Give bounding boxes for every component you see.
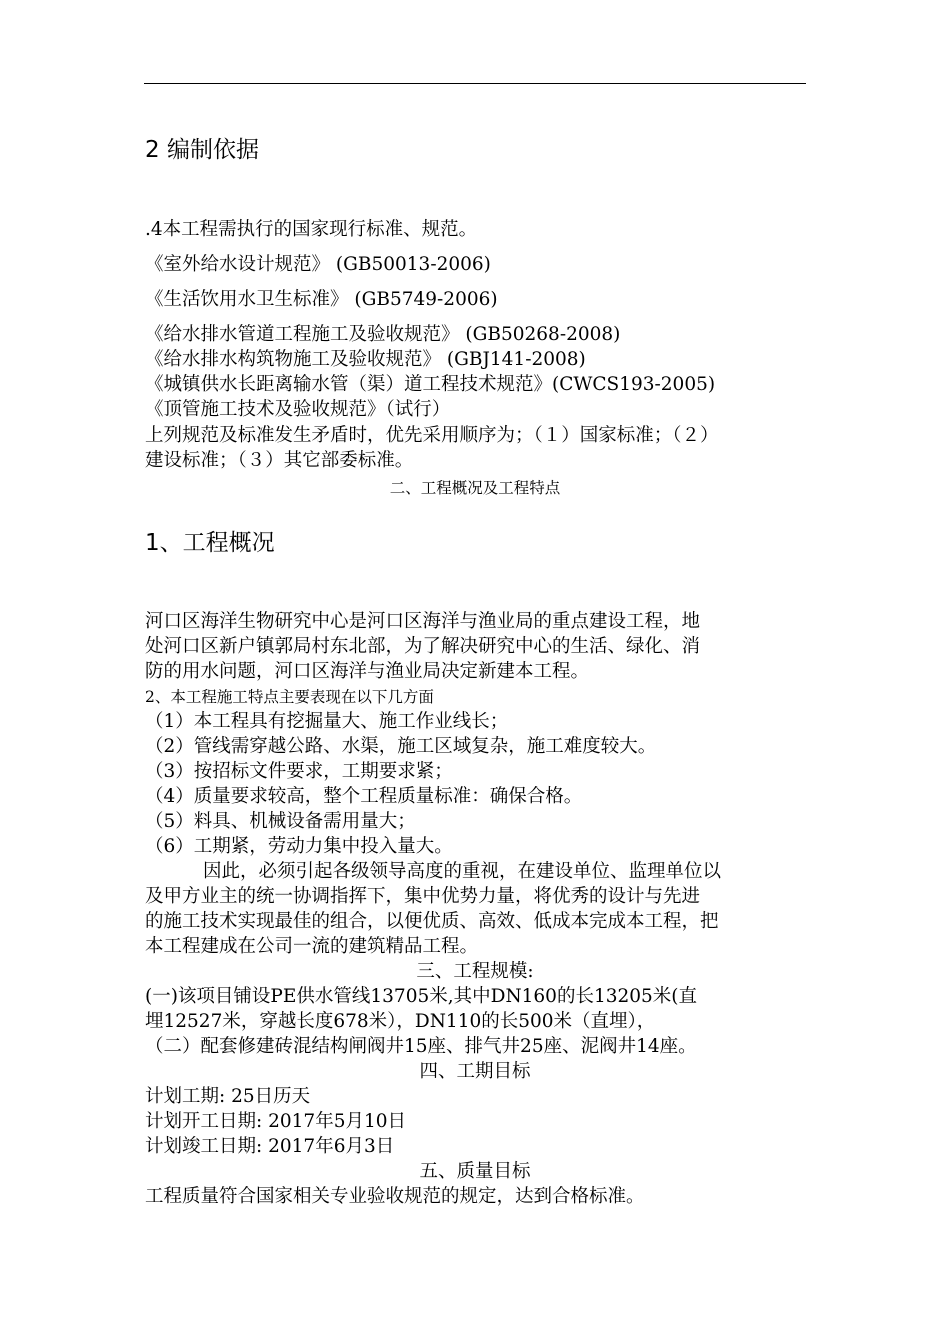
overview-paragraph: 河口区海洋生物研究中心是河口区海洋与渔业局的重点建设工程，地 [145, 611, 701, 632]
standard-item: 《顶管施工技术及验收规范》（试行） [145, 399, 451, 420]
section-title-scale: 三、工程规模: [416, 961, 534, 982]
quality-text: 工程质量符合国家相关专业验收规范的规定，达到合格标准。 [145, 1186, 645, 1207]
standard-item: 《城镇供水长距离输水管（渠）道工程技术规范》(CWCS193-2005) [145, 374, 716, 395]
schedule-item: 计划开工日期: 2017年5月10日 [145, 1111, 407, 1132]
header-rule [144, 83, 806, 84]
heading-project-overview: 1、工程概况 [145, 530, 275, 556]
feature-item: （3）按招标文件要求，工期要求紧； [145, 761, 453, 782]
priority-text: 上列规范及标准发生矛盾时，优先采用顺序为；（１）国家标准；（２） [145, 425, 719, 446]
priority-text: 建设标准；（３）其它部委标准。 [145, 450, 414, 471]
features-title: 2、本工程施工特点主要表现在以下几方面 [145, 688, 434, 706]
overview-paragraph: 防的用水问题，河口区海洋与渔业局决定新建本工程。 [145, 661, 590, 682]
conclusion-paragraph: 因此，必须引起各级领导高度的重视，在建设单位、监理单位以 [203, 861, 722, 882]
feature-item: （5）料具、机械设备需用量大； [145, 811, 416, 832]
overview-paragraph: 处河口区新户镇郭局村东北部，为了解决研究中心的生活、绿化、消 [145, 636, 701, 657]
feature-item: （6）工期紧，劳动力集中投入量大。 [145, 836, 453, 857]
feature-item: （2）管线需穿越公路、水渠，施工区域复杂，施工难度较大。 [145, 736, 657, 757]
feature-item: （1）本工程具有挖掘量大、施工作业线长； [145, 711, 509, 732]
feature-item: （4）质量要求较高，整个工程质量标准：确保合格。 [145, 786, 583, 807]
schedule-item: 计划竣工日期: 2017年6月3日 [145, 1136, 395, 1157]
section-title-overview: 二、工程概况及工程特点 [389, 479, 561, 497]
conclusion-paragraph: 本工程建成在公司一流的建筑精品工程。 [145, 936, 479, 957]
conclusion-paragraph: 的施工技术实现最佳的组合，以便优质、高效、低成本完成本工程，把 [145, 911, 719, 932]
section-title-quality: 五、质量目标 [419, 1161, 531, 1182]
standard-item: 《生活饮用水卫生标准》 (GB5749-2006) [145, 289, 498, 310]
scale-item: (一)该项目铺设PE供水管线13705米,其中DN160的长13205米(直 [145, 986, 698, 1007]
conclusion-paragraph: 及甲方业主的统一协调指挥下，集中优势力量，将优秀的设计与先进 [145, 886, 701, 907]
standard-item: 《给水排水构筑物施工及验收规范》 (GBJ141-2008) [145, 349, 586, 370]
standard-item: 《室外给水设计规范》 (GB50013-2006) [145, 254, 491, 275]
heading-compilation-basis: 2 编制依据 [145, 137, 259, 163]
scale-item: 埋12527米，穿越长度678米），DN110的长500米（直埋）， [145, 1011, 656, 1032]
standard-item: 《给水排水管道工程施工及验收规范》 (GB50268-2008) [145, 324, 621, 345]
scale-item: （二）配套修建砖混结构闸阀井15座、排气井25座、泥阀井14座。 [145, 1036, 697, 1057]
standards-intro: .4本工程需执行的国家现行标准、规范。 [145, 219, 478, 240]
section-title-schedule: 四、工期目标 [419, 1061, 531, 1082]
schedule-item: 计划工期: 25日历天 [145, 1086, 311, 1107]
